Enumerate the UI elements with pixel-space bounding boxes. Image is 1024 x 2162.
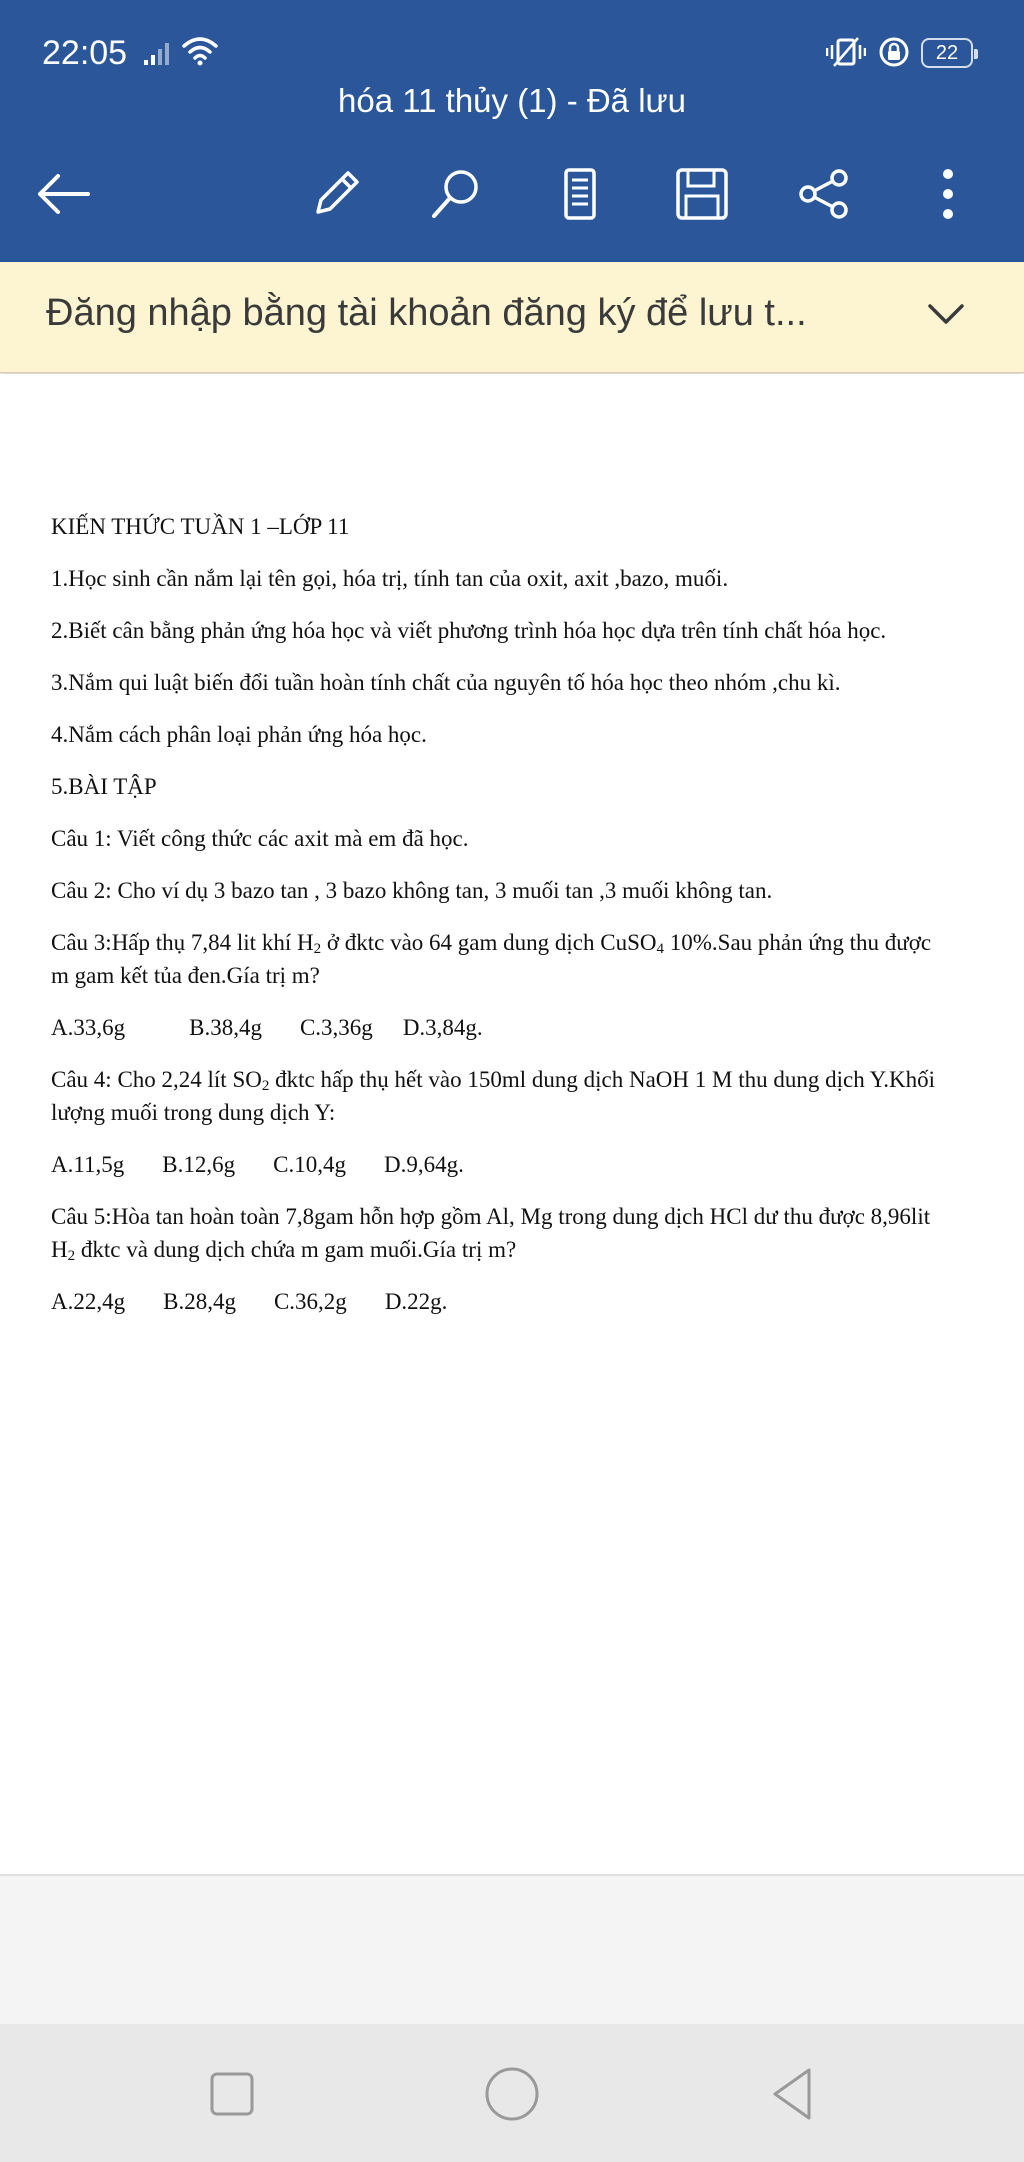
document-content [51,510,951,1337]
app-bar [0,0,1024,262]
option: B.28,4g [163,1289,236,1314]
pencil-icon [306,164,366,224]
doc-heading: KIẾN THỨC TUẦN 1 –LỚP 11 [51,514,350,539]
page-gap [0,1874,1024,2026]
vibrate-mute-icon [826,36,866,68]
doc-paragraph: 1.Học sinh cần nắm lại tên gọi, hóa trị, tính tan của oxit, axit ,bazo, muối. [51,566,729,591]
doc-paragraph: 2.Biết cân bằng phản ứng hóa học và viết phương trình hóa học dựa trên tính chất hóa học. [51,618,887,643]
recents-button[interactable] [192,2054,272,2134]
save-button[interactable] [666,158,738,230]
edit-button[interactable] [300,158,372,230]
question-2: Câu 2: Cho ví dụ 3 bazo tan , 3 bazo không tan, 3 muối tan ,3 muối không tan. [51,878,773,903]
back-nav-button[interactable] [752,2054,832,2134]
question-1: Câu 1: Viết công thức các axit mà em đã học. [51,826,469,851]
document-title: hóa 11 thủy (1) - Đã lưu [338,82,686,119]
back-triangle-icon [767,2066,817,2122]
status-time: 22:05 [42,34,128,72]
home-button[interactable] [472,2054,552,2134]
more-icon [918,164,978,224]
option: A.22,4g [51,1289,126,1314]
wifi-icon [182,36,218,66]
battery-indicator: 22 [921,38,973,68]
question-4-options [51,1148,951,1181]
share-button[interactable] [788,158,860,230]
sign-in-banner[interactable] [0,262,1024,373]
option: C.10,4g [273,1152,346,1177]
search-button[interactable] [420,158,492,230]
question-3-options [51,1011,951,1044]
reading-view-icon [550,164,610,224]
chevron-down-icon[interactable] [924,290,968,340]
reading-view-button[interactable] [544,158,616,230]
option: D.22g. [384,1289,448,1314]
banner-text: Đăng nhập bằng tài khoản đăng ký để lưu t... [46,292,807,334]
option: B.38,4g [189,1015,262,1040]
home-icon [482,2064,542,2124]
back-arrow-icon [34,164,94,224]
doc-paragraph: 4.Nắm cách phân loại phản ứng hóa học. [51,722,427,747]
option: A.11,5g [51,1152,125,1177]
option: D.9,64g. [383,1152,464,1177]
option: A.33,6g [51,1015,126,1040]
option: D.3,84g. [402,1015,483,1040]
search-icon [426,164,486,224]
option: C.36,2g [273,1289,347,1314]
question-3: Câu 3:Hấp thụ 7,84 lit khí $H_2$ ở đktc vào 64 gam dung dịch CuSO$_4$ 10%.Sau phản ứng thu được m gam kết tủa đen.Gía trị m? [51,930,932,988]
back-button[interactable] [28,158,100,230]
question-5: Câu 5:Hòa tan hoàn toàn 7,8gam hỗn hợp gồm Al, Mg trong dung dịch HCl dư thu được 8,96lit $H_2$ đktc và dung dịch chứa m gam muối.Gía trị m? [51,1204,931,1264]
more-options-button[interactable] [912,158,984,230]
doc-paragraph: 3.Nắm qui luật biến đổi tuần hoàn tính chất của nguyên tố hóa học theo nhóm ,chu kì. [51,670,841,695]
doc-paragraph: 5.BÀI TẬP [51,774,157,799]
option: B.12,6g [162,1152,236,1177]
option: C.3,36g [299,1015,373,1040]
rotation-lock-icon [878,36,910,68]
question-5-options [51,1285,951,1318]
system-nav-bar [0,2024,1024,2162]
save-icon [672,164,732,224]
recents-icon [207,2069,257,2119]
signal-icon [144,40,174,66]
document-page [0,374,1024,1874]
question-4: Câu 4: Cho 2,24 lít $SO_2$ đktc hấp thụ hết vào 150ml dung dịch NaOH 1 M thu dung dịch Y.Khối lượng muối trong dung dịch Y: [51,1067,936,1125]
share-icon [794,164,854,224]
